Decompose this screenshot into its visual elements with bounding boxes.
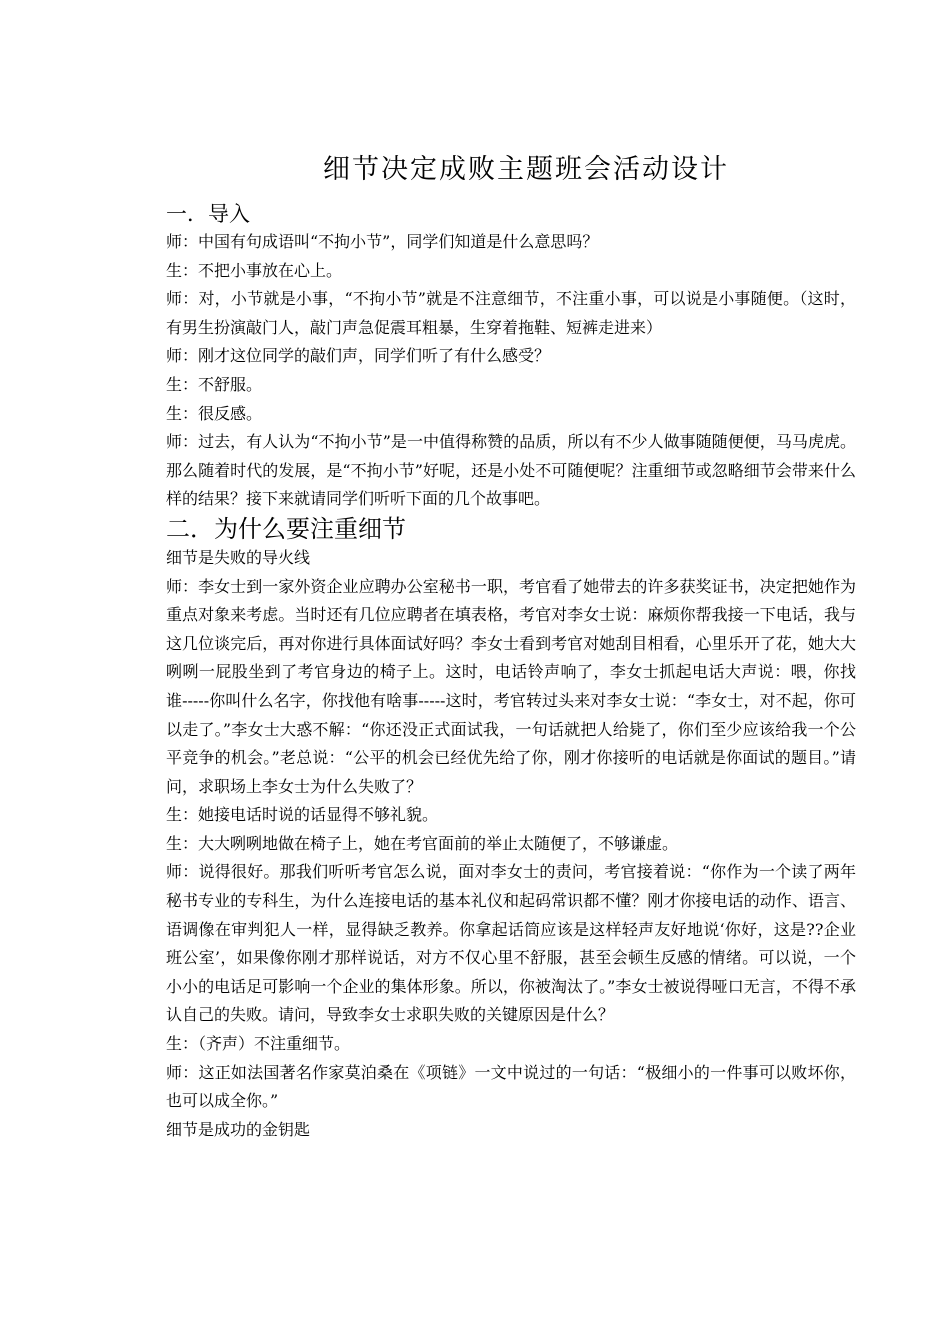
document-page xyxy=(166,150,856,1144)
paragraph: 生：不把小事放在心上。 xyxy=(166,260,343,280)
paragraph: 师：刚才这位同学的敲们声，同学们听了有什么感受？ xyxy=(166,346,551,366)
document-title: 细节决定成败主题班会活动设计 xyxy=(323,154,729,185)
paragraph: 师：这正如法国著名作家莫泊桑在《项链》一文中说过的一句话：“极细小的一件事可以败坏你，也可以成全你。” xyxy=(166,1062,856,1111)
paragraph: 师：李女士到一家外资企业应聘办公室秘书一职，考官看了她带去的许多获奖证书，决定把她作为重点对象来考虑。当时还有几位应聘者在填表格，考官对李女士说：麻烦你帮我接一下电话，我与这几位谈完后，再对你进行具体面试好吗？李女士看到考官对她刮目相看，心里乐开了花，她大大咧咧一屁股坐到了考官身边的椅子上。这时，电话铃声响了，李女士抓起电话大声说：喂，你找谁-----你叫什么名字，你找他有啥事-----这时，考官转过头来对李女士说：“李女士，对不起，你可以走了。”李女士大惑不解：“你还没正式面试我，一句话就把人给毙了，你们至少应该给我一个公平竞争的机会。”老总说：“公平的机会已经优先给了你，刚才你接听的电话就是你面试的题目。”请问，求职场上李女士为什么失败了？ xyxy=(166,576,856,796)
paragraph: 生：不舒服。 xyxy=(166,374,263,394)
paragraph: 生：（齐声）不注重细节。 xyxy=(166,1034,351,1054)
paragraph: 生：她接电话时说的话显得不够礼貌。 xyxy=(166,805,439,825)
paragraph: 生：很反感。 xyxy=(166,403,263,423)
paragraph: 生：大大咧咧地做在椅子上，她在考官面前的举止太随便了，不够谦虚。 xyxy=(166,833,679,853)
subheading-failure-fuse: 细节是失败的导火线 xyxy=(166,547,311,567)
paragraph: 师：中国有句成语叫“不拘小节”，同学们知道是什么意思吗？ xyxy=(166,232,599,251)
paragraph: 师：过去，有人认为“不拘小节”是一中值得称赞的品质，所以有不少人做事随随便便，马马虎虎。那么随着时代的发展，是“不拘小节”好呢，还是小处不可随便呢？注重细节或忽略细节会带来什么样的结果？接下来就请同学们听听下面的几个故事吧。 xyxy=(166,432,856,509)
subheading-success-key: 细节是成功的金钥匙 xyxy=(166,1119,311,1139)
section-heading-intro: 一．导入 xyxy=(166,202,250,226)
paragraph: 师：对，小节就是小事，“不拘小节”就是不注意细节，不注重小事，可以说是小事随便。（这时，有男生扮演敲门人，敲门声急促震耳粗暴，生穿着拖鞋、短裤走进来） xyxy=(166,289,856,337)
paragraph: 师：说得很好。那我们听听考官怎么说，面对李女士的责问，考官接着说：“你作为一个读了两年秘书专业的专科生，为什么连接电话的基本礼仪和起码常识都不懂？刚才你接电话的动作、语言、语调像在审判犯人一样，显得缺乏教养。你拿起话筒应该是这样轻声友好地说‘你好，这是??企业班公室’，如果像你刚才那样说话，对方不仅心里不舒服，甚至会顿生反感的情绪。可以说，一个小小的电话足可影响一个企业的集体形象。所以，你被淘汰了。”李女士被说得哑口无言，不得不承认自己的失败。请问，导致李女士求职失败的关键原因是什么？ xyxy=(166,862,856,1025)
section-heading-why-details: 二．为什么要注重细节 xyxy=(166,514,406,543)
